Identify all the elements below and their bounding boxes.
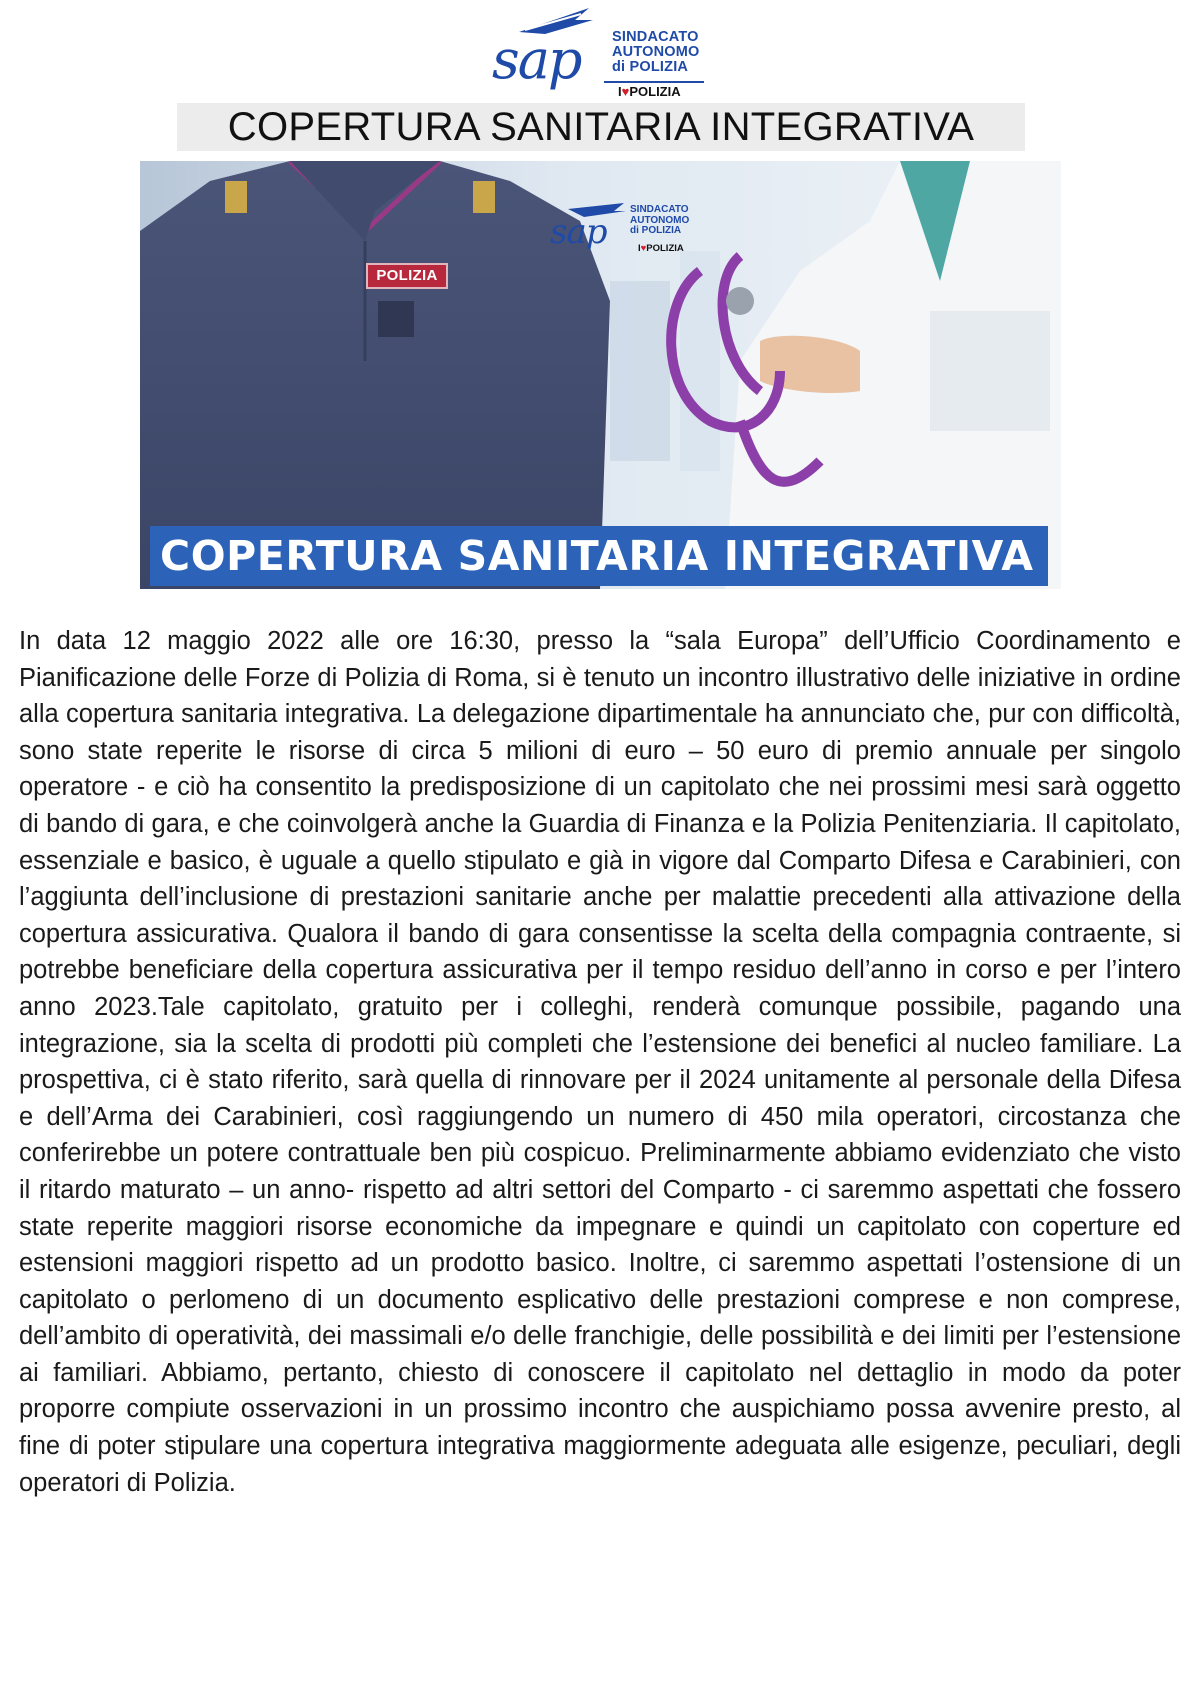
logo-divider	[604, 81, 704, 83]
svg-text:sap: sap	[492, 30, 581, 91]
logo-line-sindacato: SINDACATO	[612, 29, 699, 45]
logo-line-autonomo: AUTONOMO	[612, 44, 700, 60]
banner-sap-logo	[550, 185, 700, 255]
banner-logo-wordmark: SINDACATO AUTONOMO di POLIZIA	[630, 204, 690, 236]
banner-caption-strip	[150, 526, 1048, 586]
heart-icon: ♥	[640, 243, 647, 254]
banner-logo-tagline: I♥POLIZIA	[638, 243, 684, 254]
article-body: In data 12 maggio 2022 alle ore 16:30, presso la “sala Europa” dell’Ufficio Coordinamento e Pianificazione delle Forze di Polizia di Roma, si è tenuto un incontro illustrativo delle iniziative in ordine alla copertura sanitaria integrativa. La delegazione dipartimentale ha annunciato che, pur con difficoltà, sono state reperite le risorse di circa 5 milioni di euro – 50 euro di premio annuale per singolo operatore - e ciò ha consentito la predisposizione di un capitolato che nei prossimi mesi sarà oggetto di bando di gara, e che coinvolgerà anche la Guardia di Finanza e la Polizia Penitenziaria. Il capitolato, essenziale e basico, è uguale a quello stipulato e già in vigore dal Comparto Difesa e Carabinieri, con l’aggiunta dell’inclusione di prestazioni sanitarie anche per malattie precedenti alla attivazione della copertura assicurativa. Qualora il bando di gara consentisse la scelta della compagnia contraente, si potrebbe beneficiare della copertura assicurativa per il tempo residuo dell’anno in corso e per l’intero anno 2023.Tale capitolato, gratuito per i colleghi, renderà comunque possibile, pagando una integrazione, sia la scelta di prodotti più completi che l’estensione dei benefici al nucleo familiare. La prospettiva, ci è stato riferito, sarà quella di rinnovare per il 2024 unitamente al personale della Difesa e dell’Arma dei Carabinieri, così raggiungendo un numero di 450 mila operatori, circostanza che conferirebbe un potere contrattuale ben più cospicuo. Preliminarmente abbiamo evidenziato che visto il ritardo maturato – un anno- rispetto ad altri settori del Comparto - ci saremmo aspettati che fossero state reperite maggiori risorse economiche da impegnare e quindi un capitolato con coperture ed estensioni maggiori rispetto ad un prodotto basico. Inoltre, ci saremmo aspettati l’ostensione di un capitolato o perlomeno di un documento esplicativo delle prestazioni comprese e non comprese, dell’ambito di operatività, dei massimali e/o delle franchigie, delle possibilità e dei limiti per l’estensione ai familiari. Abbiamo, pertanto, chiesto di conoscere il capitolato nel dettaglio in modo da poter proporre compiute osservazioni in un prossimo incontro che auspichiamo possa avvenire presto, al fine di poter stipulare una copertura integrativa maggiormente adeguata alle esigenze, peculiari, degli operatori di Polizia.	[19, 627, 1181, 1497]
heart-icon: ♥	[621, 84, 630, 99]
sap-logo	[490, 2, 710, 100]
logo-wordmark	[612, 30, 700, 75]
sap-mark-icon	[490, 30, 608, 96]
svg-text:sap: sap	[550, 212, 607, 249]
logo-line-polizia: di POLIZIA	[612, 59, 689, 75]
sap-mark-icon	[550, 203, 628, 249]
banner-image	[140, 161, 1061, 589]
banner-caption: COPERTURA SANITARIA INTEGRATIVA	[160, 532, 1034, 580]
logo-tagline: I♥POLIZIA	[618, 84, 681, 99]
page-title: COPERTURA SANITARIA INTEGRATIVA	[177, 103, 1025, 151]
polizia-badge: POLIZIA	[366, 263, 448, 289]
